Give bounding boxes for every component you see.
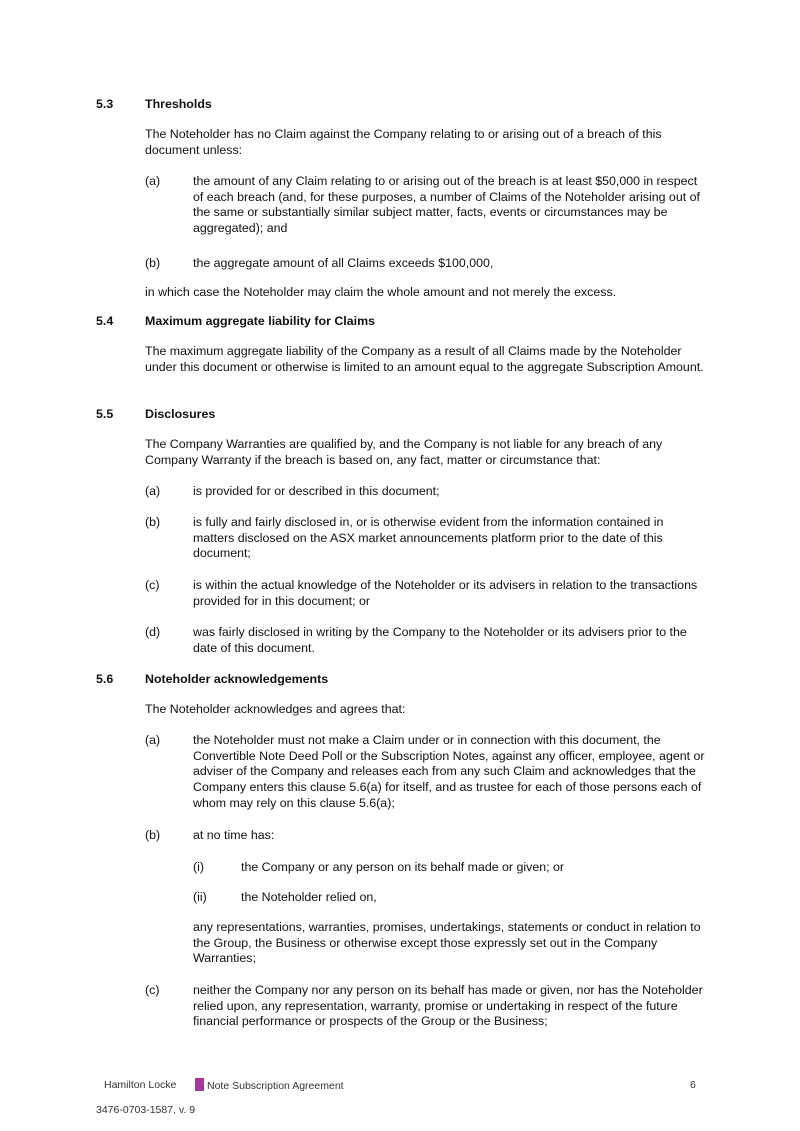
item-text: is provided for or described in this document; [193,484,440,498]
item-label: (d) [145,625,161,639]
item-label: (c) [145,578,160,592]
item-label: (c) [145,983,160,997]
paragraph: The Company Warranties are qualified by, and the Company is not liable for any breach of any Company Warranty if the breach is based on, any fact, matter or circumstance that: [145,437,663,467]
item-label: (b) [145,828,161,842]
section-number: 5.5 [96,407,114,421]
section-heading: Thresholds [145,97,212,111]
item-label: (a) [145,733,161,747]
item-label: (b) [145,515,161,529]
item-text: neither the Company nor any person on its behalf has made or given, nor has the Noteholder relied upon, any representation, warranty, promise or undertaking in respect of the future financial performance or prospects of the Group or the Business; [193,983,703,1029]
doc-reference: 3476-0703-1587, v. 9 [96,1104,196,1116]
accent-mark [195,1078,204,1091]
paragraph: in which case the Noteholder may claim the whole amount and not merely the excess. [145,285,617,299]
page-number: 6 [690,1079,696,1091]
section-number: 5.6 [96,672,114,686]
subitem-text: the Company or any person on its behalf made or given; or [241,860,565,874]
item-text: was fairly disclosed in writing by the Company to the Noteholder or its advisers prior to the date of this document. [193,625,687,655]
section-heading: Maximum aggregate liability for Claims [145,314,375,328]
item-text: at no time has: [193,828,275,842]
section-heading: Noteholder acknowledgements [145,672,329,686]
item-text: is within the actual knowledge of the Noteholder or its advisers in relation to the transactions provided for in this document; or [193,578,698,608]
section-number: 5.3 [96,97,114,111]
item-continuation: any representations, warranties, promises, undertakings, statements or conduct in relation to the Group, the Business or otherwise except those expressly set out in the Company Warranties; [193,920,701,966]
subitem-label: (ii) [193,890,207,904]
footer-doc-title: Note Subscription Agreement [207,1080,344,1092]
item-label: (a) [145,484,161,498]
paragraph: The Noteholder acknowledges and agrees that: [145,702,406,716]
item-text: the amount of any Claim relating to or arising out of the breach is at least $50,000 in respect of each breach (and, for these purposes, a number of Claims of the Noteholder arising out of the same or substantially similar subject matter, facts, events or circumstances may be aggregated); and [193,174,700,236]
section-heading: Disclosures [145,407,216,421]
section-number: 5.4 [96,314,114,328]
paragraph: The maximum aggregate liability of the Company as a result of all Claims made by the Noteholder under this document or otherwise is limited to an amount equal to the aggregate Subscription Amount. [145,344,704,374]
subitem-label: (i) [193,860,205,874]
item-text: the Noteholder must not make a Claim under or in connection with this document, the Convertible Note Deed Poll or the Subscription Notes, against any officer, employee, agent or adviser of the Company and releases each from any such Claim and acknowledges that the Company enters this clause 5.6(a) for itself, and as trustee for each of those persons each of whom may rely on this clause 5.6(a); [193,733,705,810]
footer-title [195,1078,344,1095]
subitem-text: the Noteholder relied on, [241,890,377,904]
paragraph: The Noteholder has no Claim against the Company relating to or arising out of a breach of this document unless: [145,127,662,157]
item-text: the aggregate amount of all Claims exceeds $100,000, [193,256,494,270]
item-label: (a) [145,174,161,188]
footer-firm: Hamilton Locke [104,1079,177,1091]
item-text: is fully and fairly disclosed in, or is otherwise evident from the information contained in matters disclosed on the ASX market announcements platform prior to the date of this document; [193,515,664,561]
item-label: (b) [145,256,161,270]
